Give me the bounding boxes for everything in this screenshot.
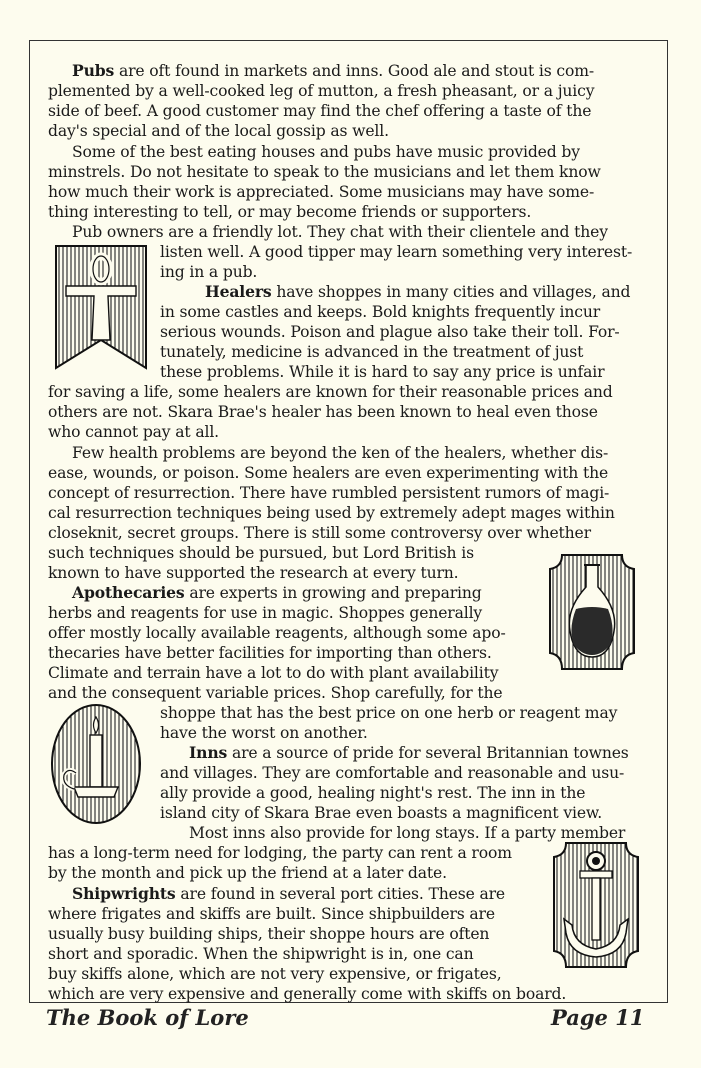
text-line: [160, 262, 257, 282]
text-line: [72, 583, 482, 603]
line-text: buy skiffs alone, which are not very expensive, or frigates,: [48, 965, 502, 983]
line-text: where frigates and skiffs are built. Since shipbuilders are: [48, 905, 495, 923]
text-line: [48, 202, 531, 222]
line-text: thing interesting to tell, or may become friends or supporters.: [48, 203, 532, 221]
line-text: are found in several port cities. These are: [175, 885, 505, 903]
text-line: [48, 463, 608, 483]
text-line: [72, 61, 594, 81]
line-text: how much their work is appreciated. Some musicians may have some-: [48, 183, 595, 201]
text-line: [48, 603, 482, 623]
text-line: [48, 382, 613, 402]
text-line: [48, 182, 594, 202]
line-text: side of beef. A good customer may find the chef offering a taste of the: [48, 102, 592, 120]
line-text: ally provide a good, healing night's rest. The inn in the: [160, 784, 586, 802]
text-line: [48, 964, 502, 984]
text-line: [160, 723, 368, 743]
text-line: [48, 944, 473, 964]
text-line: [160, 362, 604, 382]
text-line: [160, 703, 617, 723]
text-line: [48, 904, 495, 924]
text-line: [48, 81, 594, 101]
line-text: serious wounds. Poison and plague also take their toll. For-: [160, 323, 620, 341]
line-text: ease, wounds, or poison. Some healers are even experimenting with the: [48, 464, 609, 482]
text-line: [48, 863, 447, 883]
text-line: [48, 984, 566, 1004]
line-text: day's special and of the local gossip as well.: [48, 122, 389, 140]
line-text: thecaries have better facilities for importing than others.: [48, 644, 492, 662]
text-line: [160, 803, 602, 823]
text-line: [160, 763, 624, 783]
line-text: tunately, medicine is advanced in the treatment of just: [160, 343, 584, 361]
line-text: cal resurrection techniques being used by extremely adept mages within: [48, 504, 615, 522]
text-line: [48, 843, 512, 863]
text-line: [48, 643, 492, 663]
text-line: [160, 322, 620, 342]
text-line: [189, 823, 625, 843]
text-line: [72, 142, 580, 162]
line-text: closeknit, secret groups. There is still some controversy over whether: [48, 524, 591, 542]
anchor-icon: [552, 841, 640, 969]
text-line: [48, 121, 389, 141]
text-line: [48, 663, 498, 683]
line-text: ing in a pub.: [160, 263, 258, 281]
line-text: usually busy building ships, their shoppe hours are often: [48, 925, 490, 943]
line-text: have the worst on another.: [160, 724, 368, 742]
book-title: The Book of Lore: [46, 1005, 249, 1030]
section-heading: Shipwrights: [72, 884, 176, 903]
line-text: are experts in growing and preparing: [184, 584, 482, 602]
ankh-banner-icon: [54, 244, 149, 372]
line-text: Few health problems are beyond the ken of the healers, whether dis-: [72, 444, 609, 462]
text-line: [189, 743, 629, 763]
section-heading: Healers: [205, 282, 272, 301]
text-line: [48, 503, 615, 523]
line-text: and the consequent variable prices. Shop carefully, for the: [48, 684, 503, 702]
text-line: [160, 242, 632, 262]
line-text: shoppe that has the best price on one herb or reagent may: [160, 704, 618, 722]
line-text: Pub owners are a friendly lot. They chat with their clientele and they: [72, 223, 608, 241]
line-text: minstrels. Do not hesitate to speak to the musicians and let them know: [48, 163, 601, 181]
line-text: herbs and reagents for use in magic. Shoppes generally: [48, 604, 483, 622]
section-heading: Apothecaries: [72, 583, 185, 602]
line-text: Most inns also provide for long stays. If a party member: [189, 824, 626, 842]
line-text: these problems. While it is hard to say any price is unfair: [160, 363, 605, 381]
text-line: [160, 783, 585, 803]
line-text: who cannot pay at all.: [48, 423, 219, 441]
text-line: [48, 543, 474, 563]
line-text: island city of Skara Brae even boasts a magnificent view.: [160, 804, 603, 822]
line-text: short and sporadic. When the shipwright is in, one can: [48, 945, 474, 963]
text-line: [48, 422, 219, 442]
line-text: in some castles and keeps. Bold knights frequently incur: [160, 303, 601, 321]
line-text: are oft found in markets and inns. Good ale and stout is com-: [114, 62, 594, 80]
text-line: [48, 101, 591, 121]
candle-icon: [50, 703, 142, 825]
text-line: [72, 443, 608, 463]
page-number: Page 11: [551, 1005, 645, 1030]
line-text: and villages. They are comfortable and reasonable and usu-: [160, 764, 625, 782]
text-line: [48, 162, 601, 182]
line-text: known to have supported the research at every turn.: [48, 564, 459, 582]
text-line: [72, 884, 505, 904]
text-line: [48, 683, 502, 703]
line-text: others are not. Skara Brae's healer has been known to heal even those: [48, 403, 598, 421]
flask-icon: [548, 553, 636, 671]
line-text: such techniques should be pursued, but Lord British is: [48, 544, 474, 562]
text-line: [160, 342, 583, 362]
text-line: [48, 523, 591, 543]
line-text: offer mostly locally available reagents, although some apo-: [48, 624, 506, 642]
text-line: [48, 483, 609, 503]
text-line: [72, 222, 608, 242]
line-text: for saving a life, some healers are known for their reasonable prices and: [48, 383, 613, 401]
line-text: concept of resurrection. There have rumbled persistent rumors of magi-: [48, 484, 610, 502]
section-heading: Pubs: [72, 61, 115, 80]
text-line: [48, 563, 458, 583]
line-text: has a long-term need for lodging, the party can rent a room: [48, 844, 512, 862]
text-line: [48, 924, 489, 944]
line-text: Climate and terrain have a lot to do with plant availability: [48, 664, 499, 682]
line-text: which are very expensive and generally come with skiffs on board.: [48, 985, 567, 1003]
line-text: plemented by a well-cooked leg of mutton, a fresh pheasant, or a juicy: [48, 82, 595, 100]
text-line: [48, 623, 506, 643]
line-text: listen well. A good tipper may learn something very interest-: [160, 243, 633, 261]
line-text: Some of the best eating houses and pubs have music provided by: [72, 143, 580, 161]
line-text: have shoppes in many cities and villages, and: [271, 283, 631, 301]
line-text: by the month and pick up the friend at a later date.: [48, 864, 447, 882]
text-line: [160, 302, 600, 322]
text-line: [205, 282, 630, 302]
text-line: [48, 402, 598, 422]
section-heading: Inns: [189, 743, 228, 762]
line-text: are a source of pride for several Britannian townes: [227, 744, 629, 762]
